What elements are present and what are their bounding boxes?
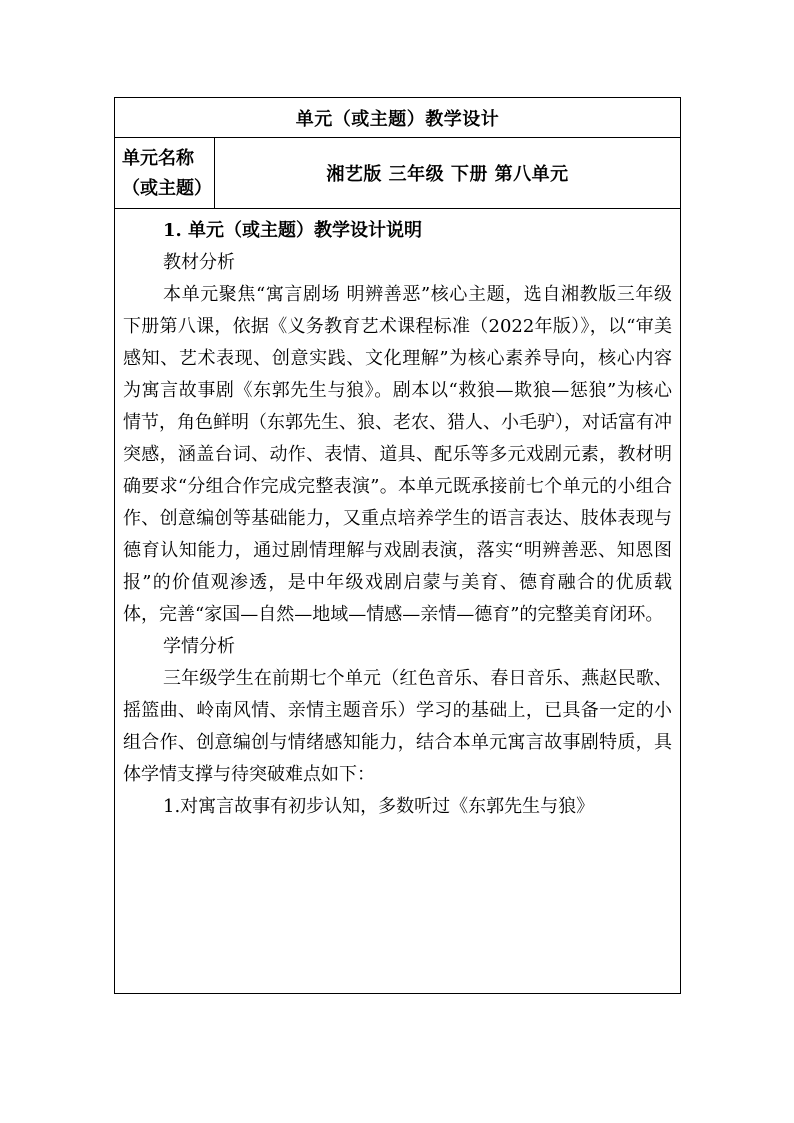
textbook-analysis-paragraph: 本单元聚焦“寓言剧场 明辨善恶”核心主题，选自湘教版三年级下册第八课，依据《义务教育艺术课程标准（2022年版）》，以“审美感知、艺术表现、创意实践、文化理解”为核心素养导向，核心内容为寓言故事剧《东郭先生与狼》。剧本以“救狼—欺狼—惩狼”为核心情节，角色鲜明（东郭先生、狼、老农、猎人、小毛驴），对话富有冲突感，涵盖台词、动作、表情、道具、配乐等多元戏剧元素，教材明确要求“分组合作完成完整表演”。本单元既承接前七个单元的小组合作、创意编创等基础能力，又重点培养学生的语言表达、肢体表现与德育认知能力，通过剧情理解与戏剧表演，落实“明辨善恶、知恩图报”的价值观渗透，是中年级戏剧启蒙与美育、德育融合的优质载体，完善“家国—自然—地域—情感—亲情—德育”的完整美育闭环。 (123, 284, 672, 625)
section1-heading: 1. 单元（或主题）教学设计说明 (163, 220, 423, 241)
unit-name-row (115, 138, 680, 209)
learner-point-1: 1.对寓言故事有初步认知，多数听过《东郭先生与狼》 (163, 796, 595, 817)
learner-analysis-heading: 学情分析 (163, 636, 235, 657)
unit-name-value: 湘艺版 三年级 下册 第八单元 (326, 164, 569, 185)
learner-analysis-paragraph: 三年级学生在前期七个单元（红色音乐、春日音乐、燕赵民歌、摇篮曲、岭南风情、亲情主题音乐）学习的基础上，已具备一定的小组合作、创意编创与情绪感知能力，结合本单元寓言故事剧特质，具体学情支撑与待突破难点如下： (123, 668, 672, 785)
document-title: 单元（或主题）教学设计 (295, 108, 500, 130)
unit-name-label (115, 138, 215, 208)
unit-name-label-line1: 单元名称 (122, 148, 194, 169)
unit-name-label-line2: （或主题） (122, 178, 212, 199)
textbook-analysis-heading: 教材分析 (163, 252, 235, 273)
table-title-row (115, 98, 680, 138)
lesson-design-table (114, 97, 681, 994)
design-description-cell (115, 209, 680, 993)
